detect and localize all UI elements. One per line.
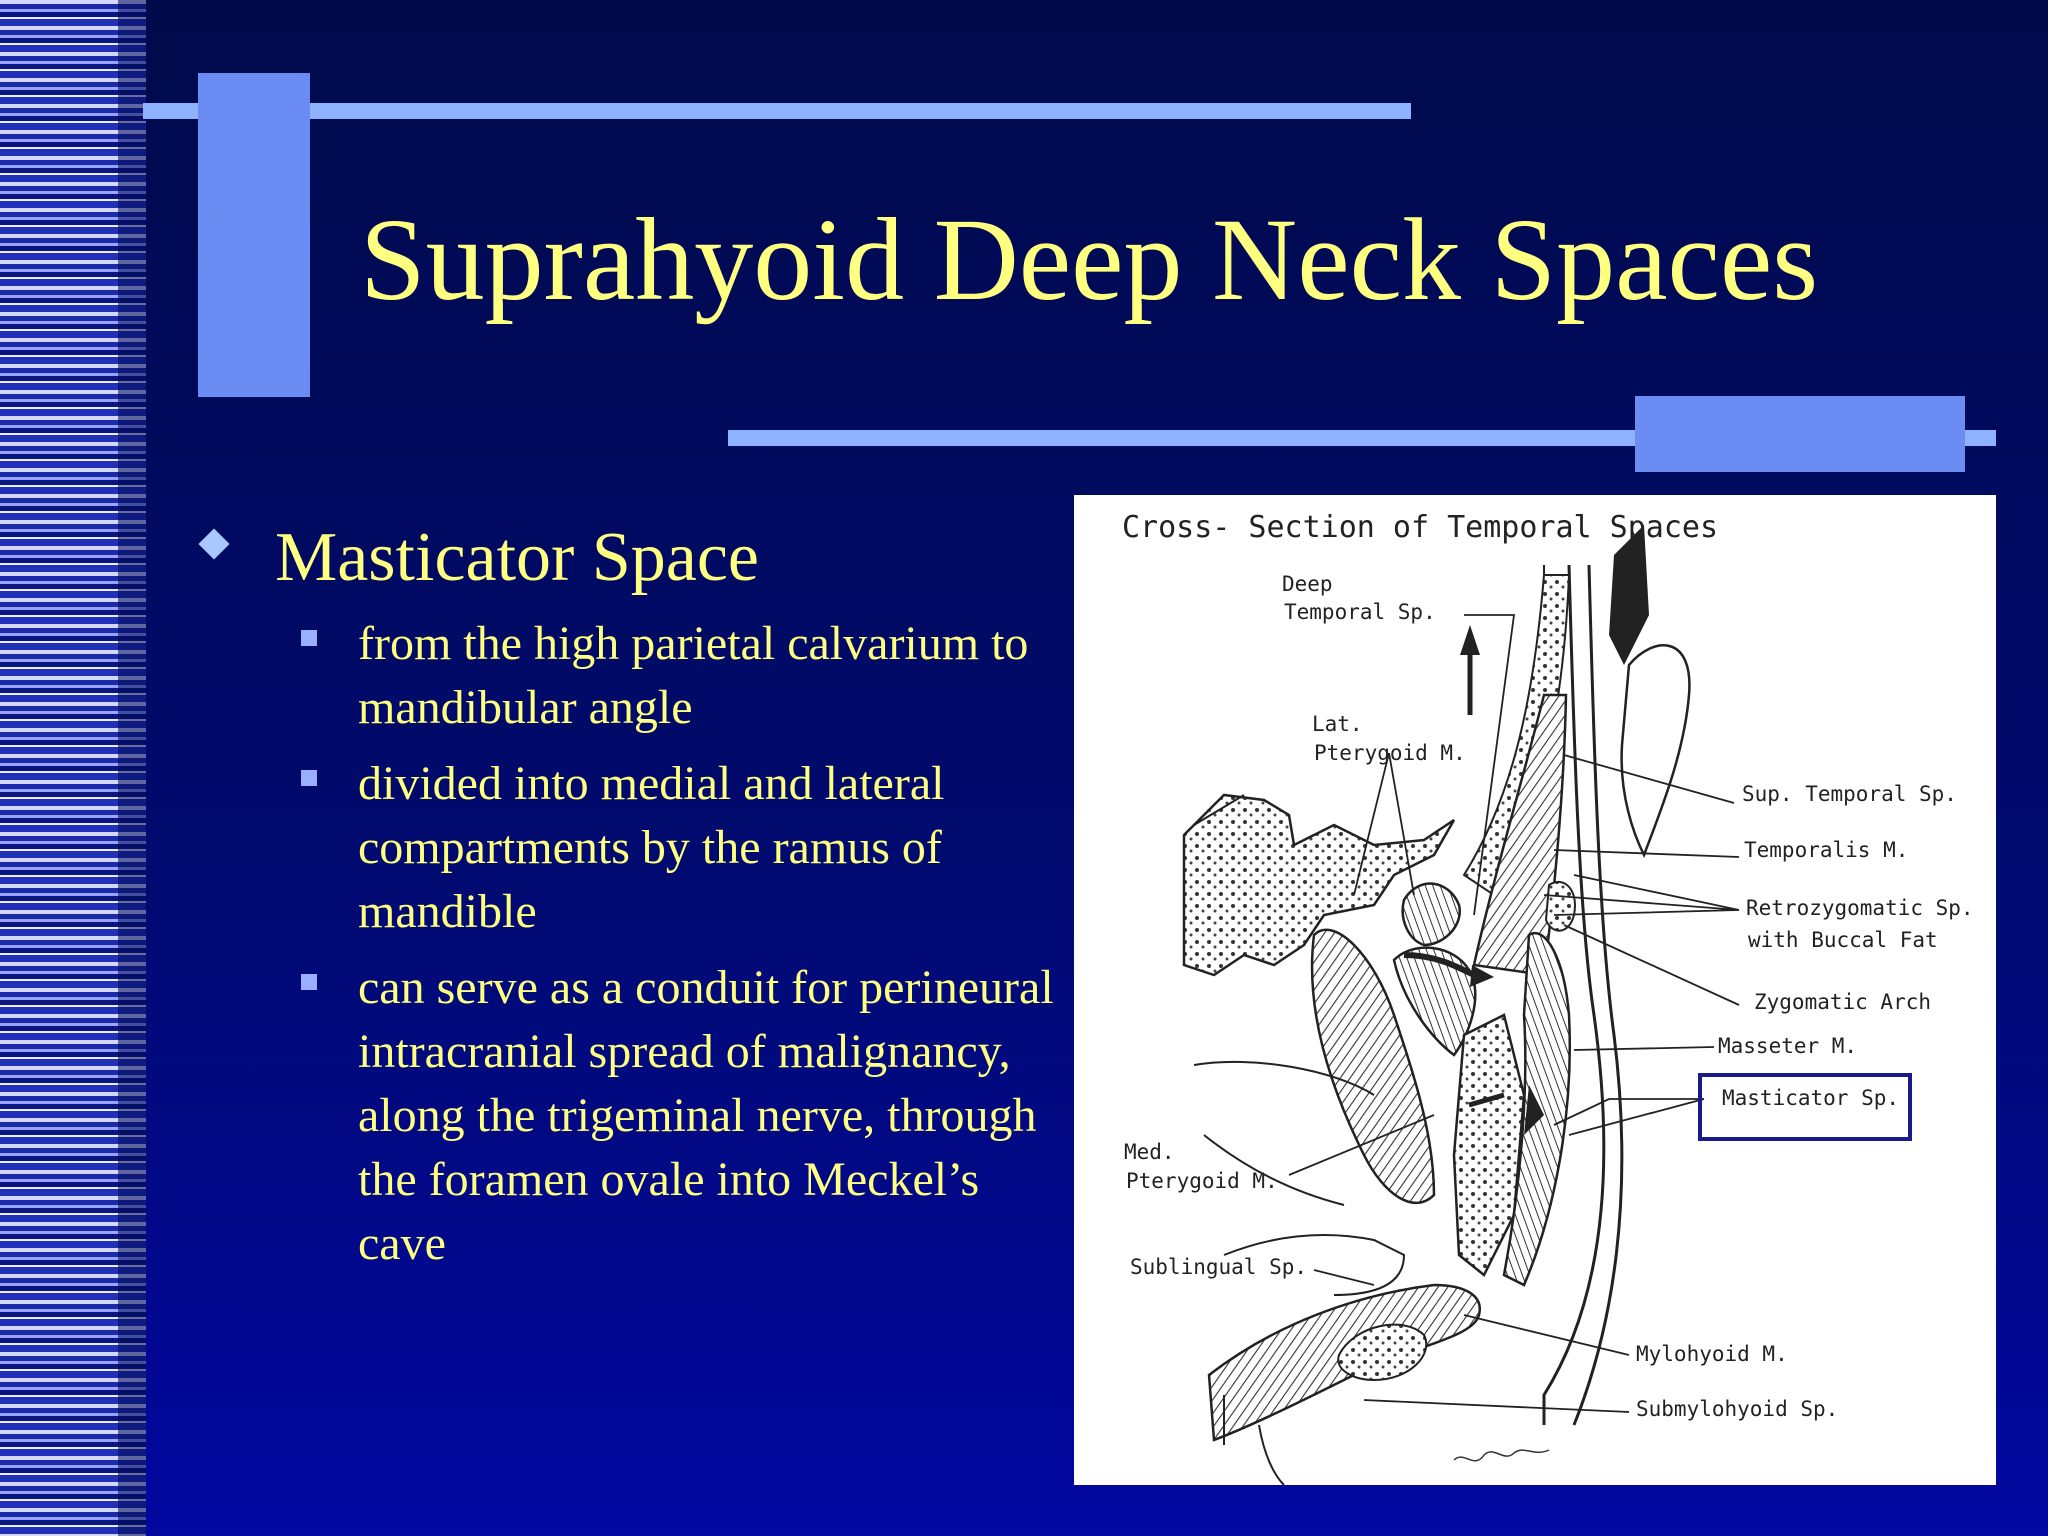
sub-bullet-item — [298, 612, 1058, 740]
artist-signature — [1454, 1450, 1549, 1461]
label-sup-temporal: Sup. Temporal Sp. — [1742, 782, 1957, 806]
decorative-top-bar — [143, 103, 1411, 119]
figure-title: Cross- Section of Temporal Spaces — [1122, 510, 1719, 545]
label-zygomatic-arch: Zygomatic Arch — [1754, 990, 1932, 1014]
diamond-bullet-icon — [198, 528, 229, 559]
sub-bullet-text: from the high parietal calvarium to mandibular angle — [358, 617, 1029, 734]
scalp-tissue-shape — [1609, 525, 1649, 665]
label-med-pterygoid: Pterygoid M. — [1126, 1169, 1278, 1193]
label-masticator: Masticator Sp. — [1722, 1086, 1900, 1110]
main-bullet-text: Masticator Space — [275, 519, 759, 596]
label-submylohyoid: Submylohyoid Sp. — [1636, 1397, 1839, 1421]
label-lat-pterygoid: Lat. — [1312, 712, 1363, 736]
skin-line-outer — [1574, 565, 1622, 1425]
square-bullet-icon — [301, 974, 317, 990]
cross-section-diagram — [1074, 495, 1996, 1485]
decorative-right-block — [1635, 396, 1965, 472]
label-sublingual: Sublingual Sp. — [1130, 1255, 1308, 1279]
square-bullet-icon — [301, 630, 317, 646]
label-lat-pterygoid: Pterygoid M. — [1314, 741, 1466, 765]
label-masseter: Masseter M. — [1718, 1034, 1858, 1058]
label-med-pterygoid: Med. — [1124, 1140, 1175, 1164]
sub-bullet-text: divided into medial and lateral compartments by the ramus of mandible — [358, 757, 945, 938]
label-deep-temporal: Deep — [1282, 572, 1333, 596]
decorative-stripe-column — [0, 0, 146, 1536]
square-bullet-icon — [301, 770, 317, 786]
sub-bullet-text: can serve as a conduit for perineural intracranial spread of malignancy, along the trigeminal nerve, through the foramen ovale into Meckel’s cave — [358, 961, 1054, 1270]
label-retrozygomatic: with Buccal Fat — [1748, 928, 1938, 952]
label-temporalis: Temporalis M. — [1744, 838, 1909, 862]
label-retrozygomatic: Retrozygomatic Sp. — [1746, 896, 1974, 920]
sub-bullet-list — [298, 612, 1058, 1288]
decorative-left-block — [198, 73, 310, 397]
label-deep-temporal: Temporal Sp. — [1284, 600, 1436, 624]
lateral-pterygoid-shape — [1403, 884, 1460, 945]
sub-bullet-item — [298, 956, 1058, 1276]
label-mylohyoid: Mylohyoid M. — [1636, 1342, 1788, 1366]
ear-outline-shape — [1622, 645, 1690, 855]
sub-bullet-item — [298, 752, 1058, 944]
anatomy-figure — [1074, 495, 1996, 1485]
slide-title: Suprahyoid Deep Neck Spaces — [360, 194, 1819, 325]
